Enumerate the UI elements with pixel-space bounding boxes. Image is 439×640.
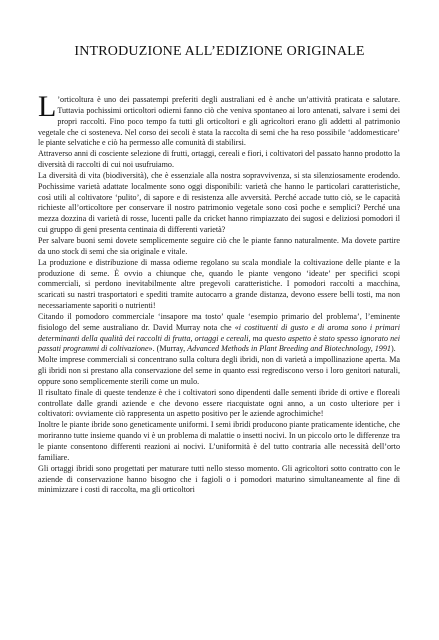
- paragraph-8: Il risultato finale di queste tendenze è che i coltivatori sono dipendenti dalle sementi ibride di ortive e floreali controllate dalle grandi aziende e che devono essere riacquistate ogni anno, a un costo ulteriore per i coltivatori: ovviamente ciò rappresenta un aspetto positivo per le aziende agrochimiche!: [38, 387, 400, 419]
- paragraph-7: Molte imprese commerciali si concentrano sulla coltura degli ibridi, non di varietà a impollinazione aperta. Ma gli ibridi non si prestano alla conservazione del seme in quanto essi regrediscono verso i loro genitori naturali, oppure sono semplicemente sterili come un mulo.: [38, 355, 400, 386]
- murray-quote: i costituenti di gusto e di aroma sono i primari determinanti della qualità dei raccolti di frutta, ortaggi e cereali, ma questo aspetto è stato spesso ignorato nei passati programmi di coltivazione: [38, 322, 400, 354]
- paragraph-6: [38, 312, 400, 355]
- paragraph-10: Gli ortaggi ibridi sono progettati per maturare tutti nello stesso momento. Gli agricoltori sotto contratto con le aziende di conservazione hanno bisogno che i fagioli o i pomodori maturino simultaneamente al fine di minimizzare i costi di raccolta, ma gli orticoltori: [38, 463, 400, 495]
- drop-cap: L: [38, 90, 57, 123]
- paragraph-4: Per salvare buoni semi dovete semplicemente seguire ciò che le piante fanno naturalmente. Ma dovete partire da uno stock di semi che sia originale e vitale.: [38, 235, 400, 256]
- paragraph-6-intro: Citando il pomodoro commerciale ‘insapore ma tosto’ quale ‘esempio primario del problema’, l’eminente fisiologo del seme australiano dr. David Murray nota che «: [38, 311, 400, 332]
- paragraph-1: [38, 90, 400, 149]
- page-title: INTRODUZIONE ALL’EDIZIONE ORIGINALE: [74, 44, 365, 59]
- citation-open: ». (Murray,: [148, 344, 188, 354]
- book-title: Advanced Methods in Plant Breeding and Biotechnology, 1991: [187, 344, 391, 354]
- citation-close: ).: [390, 344, 396, 354]
- paragraph-3: La diversità di vita (biodiversità), che è essenziale alla nostra sopravvivenza, si sta silenziosamente erodendo. Pochissime varietà adattate localmente sono oggi disponibili: varietà che hanno le particolari caratteristiche, così utili al coltivatore ‘pulito’, di sapore e di resistenza alle avversità. Perché accade tutto ciò, se le capacità richieste all’orticoltore per conservare il nostro patrimonio vegetale sono così poche e semplici? Perché una mezza dozzina di varietà di rosse, lucenti palle da cricket hanno rimpiazzato dei sugosi e deliziosi pomodori il cui gruppo di geni presenta centinaia di differenti varietà?: [38, 170, 400, 235]
- paragraph-5: La produzione e distribuzione di massa odierne regolano su scala mondiale la coltivazione delle piante e la produzione di seme. È ovvio a chiunque che, quando le piante vengono ‘ideate’ per specifici scopi commerciali, si perdono inevitabilmente altre pregevoli caratteristiche. I pomodori raccolti a macchina, scaricati su nastri trasportatori e spediti tramite autocarro a grande distanza, devono essere belli tosti, ma non necessariamente saporiti o nutrienti!: [38, 257, 400, 311]
- paragraph-1-text: ’orticoltura è uno dei passatempi preferiti degli australiani ed è anche un’attività praticata e salutare. Tuttavia pochissimi orticoltori odierni fanno ciò che veniva spontaneo ai loro antenati, salvare i semi dei propri raccolti. Fino poco tempo fa tutti gli orticoltori e gli agricoltori erano gli addetti al patrimonio vegetale che ci sosteneva. Nel corso dei secoli è stata la raccolta di semi che ha reso possibile ‘addomesticare’ le piante selvatiche e ciò ha permesso alle comunità di stabilirsi.: [38, 95, 400, 148]
- paragraph-9: Inoltre le piante ibride sono geneticamente uniformi. I semi ibridi producono piante praticamente identiche, che moriranno tutte insieme quando vi è un problema di malattie o insetti nocivi. In un piccolo orto le differenze tra le piante consentono differenti reazioni ai nocivi. L’uniformità è del tutto contraria alle necessità dell’orto familiare.: [38, 420, 400, 462]
- body-text: [38, 90, 400, 496]
- paragraph-2: Attraverso anni di cosciente selezione di frutti, ortaggi, cereali e fiori, i coltivatori del passato hanno prodotto la diversità di raccolti di cui noi usufruiamo.: [38, 149, 400, 170]
